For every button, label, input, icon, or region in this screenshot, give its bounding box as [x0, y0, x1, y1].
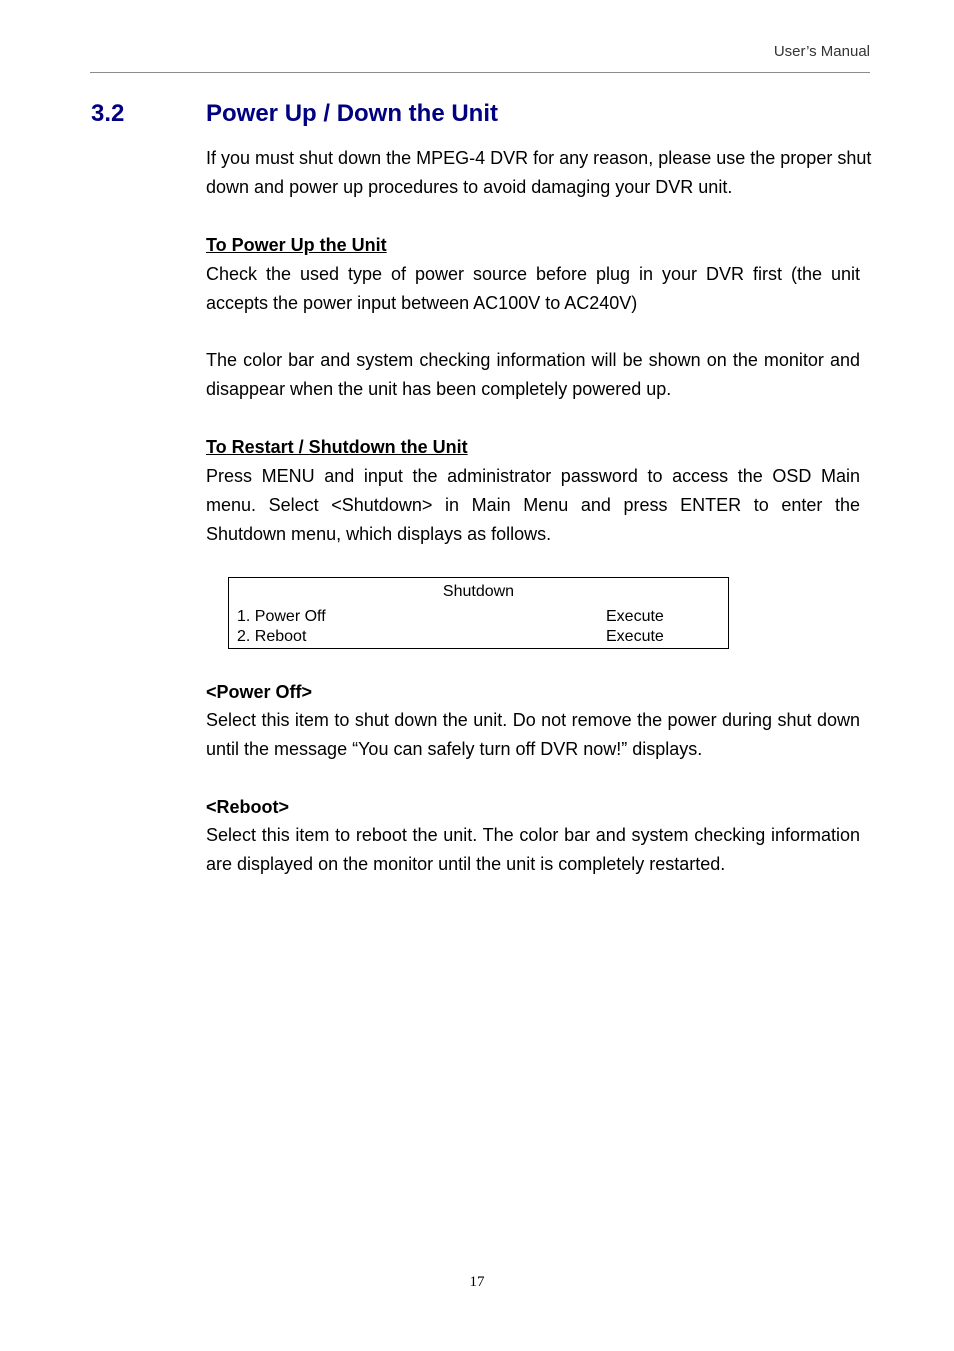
menu-item-label: 1. Power Off — [237, 608, 326, 625]
shutdown-menu-table — [228, 577, 729, 649]
intro-paragraph: If you must shut down the MPEG-4 DVR for any reason, please use the proper shut down and power up procedures to avoid damaging your DVR unit. — [206, 148, 872, 197]
shutdown-menu-title: Shutdown — [442, 583, 515, 600]
power-up-heading: To Power Up the Unit — [206, 235, 387, 255]
menu-item-value: Execute — [606, 628, 664, 645]
menu-item-label: 2. Reboot — [237, 628, 307, 645]
menu-row-reboot — [237, 628, 728, 648]
restart-paragraph: Press MENU and input the administrator password to access the OSD Main menu. Select <Shutdown> in Main Menu and press ENTER to enter the Shutdown menu, which displays as follows. — [206, 466, 860, 544]
section-title: Power Up / Down the Unit — [206, 100, 498, 127]
power-off-paragraph: Select this item to shut down the unit. Do not remove the power during shut down until the message “You can safely turn off DVR now!” displays. — [206, 710, 860, 759]
menu-item-value: Execute — [606, 608, 664, 625]
power-up-paragraph-2: The color bar and system checking information will be shown on the monitor and disappear when the unit has been completely powered up. — [206, 350, 860, 399]
reboot-paragraph: Select this item to reboot the unit. The color bar and system checking information are displayed on the monitor until the unit is completely restarted. — [206, 825, 860, 874]
power-off-heading: <Power Off> — [206, 682, 313, 702]
page-number: 17 — [469, 1274, 485, 1290]
section-number: 3.2 — [91, 100, 125, 127]
restart-heading: To Restart / Shutdown the Unit — [206, 437, 468, 457]
header-divider — [90, 72, 870, 73]
power-up-paragraph-1: Check the used type of power source before plug in your DVR first (the unit accepts the power input between AC100V to AC240V) — [206, 264, 860, 313]
menu-row-power-off — [237, 608, 728, 628]
header-title: User’s Manual — [773, 43, 870, 60]
reboot-heading: <Reboot> — [206, 797, 290, 817]
